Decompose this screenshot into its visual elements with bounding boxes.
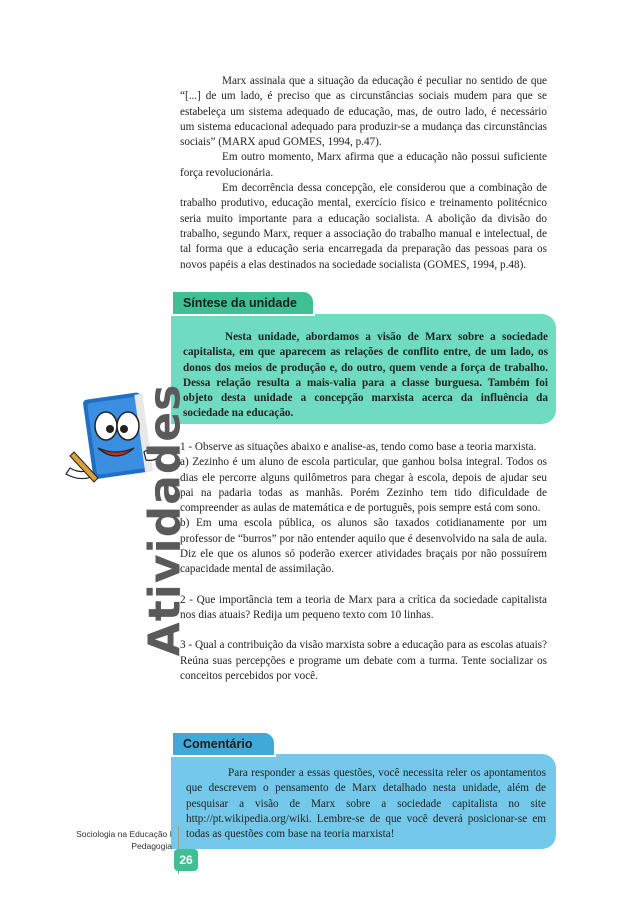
comentario-title: Comentário xyxy=(171,731,276,757)
course-line-1: Sociologia na Educação I xyxy=(76,829,172,839)
intro-paragraph-3: Em decorrência dessa concepção, ele considerou que a combinação de trabalho produtivo, educação mental, exercício físico e treinamento politécnico seria muito importante para a educação socialista. A abolição da divisão do trabalho, segundo Marx, requer a associação do trabalho manual e intelectual, de tal forma que a educação seria encarregada da preparação das pessoas para os novos papéis a elas destinados na sociedade socialista (GOMES, 1994, p.48). xyxy=(180,182,547,271)
course-label xyxy=(22,828,172,852)
comentario-paragraph: Para responder a essas questões, você necessita reler os apontamentos que descrevem o pensamento de Marx detalhado nesta unidade, além de pesquisar a visão de Marx sobre a sociedade capitalista no site http://pt.wikipedia.org/wiki. Lembre-se de que você deverá posicionar-se em todas as questões com base na teoria marxista! xyxy=(186,767,546,841)
question-3: 3 - Qual a contribuição da visão marxista sobre a educação para as escolas atuais? Reúna suas percepções e programe um debate com a turma. Tente socializar os conceitos percebidos por você. xyxy=(180,639,547,682)
question-1a: a) Zezinho é um aluno de escola particular, que ganhou bolsa integral. Todos os dias ele percorre alguns quilômetros para chegar à escola, depois de ajudar seu pai na padaria todas as manhãs. Porém Zezinho tem tido dificuldade de compreender as aulas de matemática e de português, pois sempre está com sono. xyxy=(180,456,547,515)
comentario-text xyxy=(186,766,546,842)
course-line-2: Pedagogia xyxy=(131,841,172,851)
page-number: 26 xyxy=(174,849,198,871)
activities-list xyxy=(180,440,547,684)
sintese-title: Síntese da unidade xyxy=(171,290,315,316)
question-1b: b) Em uma escola pública, os alunos são taxados cotidianamente por um professor de “burros” por não entender aquilo que é desenvolvido na sala de aula. Diz ele que os alunos só poderão exercer atividades braçais por não possuírem capacidade mental de assimilação. xyxy=(180,517,547,576)
atividades-label: Atividades xyxy=(139,383,191,657)
sintese-text xyxy=(183,330,548,422)
intro-text xyxy=(180,74,547,273)
question-1: 1 - Observe as situações abaixo e analise-as, tendo como base a teoria marxista. xyxy=(180,441,537,453)
sintese-paragraph: Nesta unidade, abordamos a visão de Marx sobre a sociedade capitalista, em que aparecem as relações de conflito entre, de um lado, os donos dos meios de produção e, do outro, quem vende a força de trabalho. Dessa relação resulta a mais-valia para a classe burguesa. Também foi objeto desta unidade a concepção marxista acerca da influência da sociedade na educação. xyxy=(183,331,548,420)
intro-paragraph-1: Marx assinala que a situação da educação é peculiar no sentido de que “[...] de um lado, é preciso que as circunstâncias sociais mudem para que se estabeleça um sistema adequado de educação, mas, de outro lado, é necessário um sistema educacional adequado para produzir-se a mudança das circunstâncias sociais” (MARX apud GOMES, 1994, p.47). xyxy=(180,75,547,149)
intro-paragraph-2: Em outro momento, Marx afirma que a educação não possui suficiente força revolucionária. xyxy=(180,151,547,179)
question-2: 2 - Que importância tem a teoria de Marx para a crítica da sociedade capitalista nos dias atuais? Redija um pequeno texto com 10 linhas. xyxy=(180,593,547,621)
